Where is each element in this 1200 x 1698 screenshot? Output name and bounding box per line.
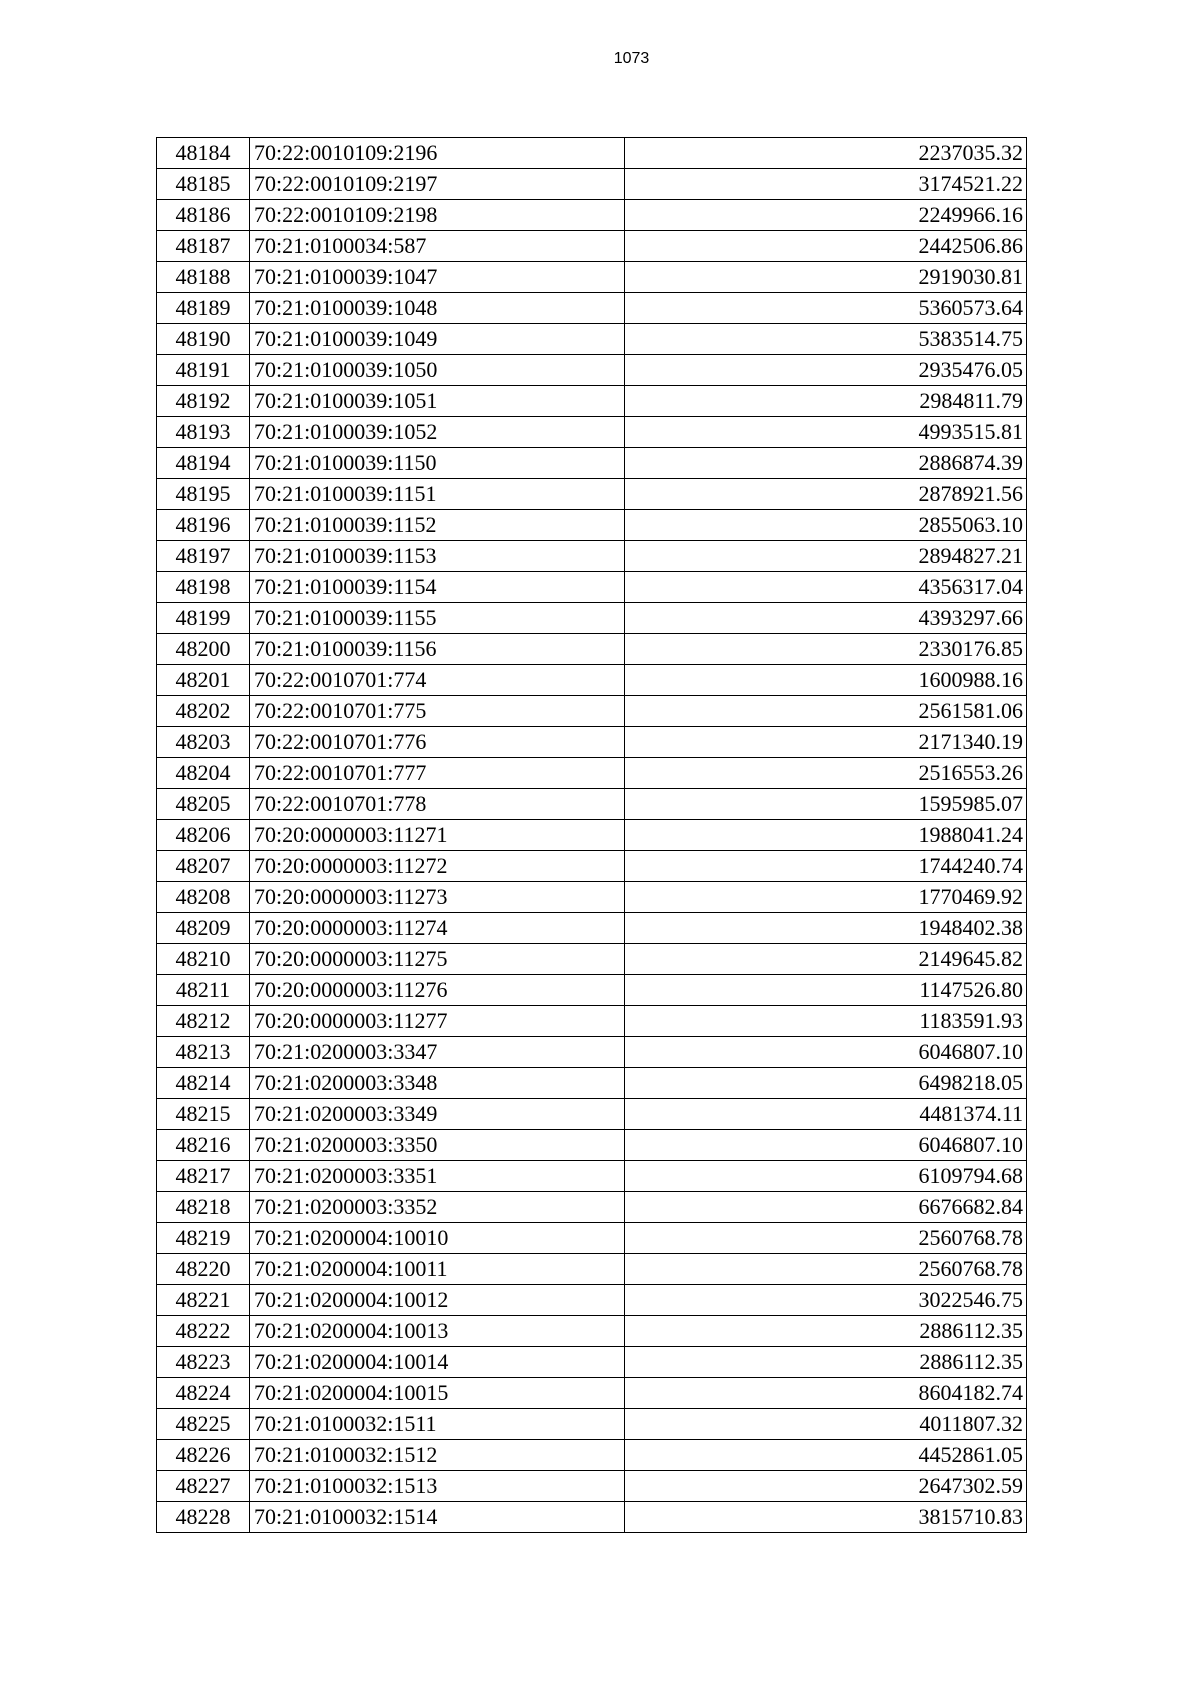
cadastral-number-cell: 70:21:0100039:1047 [250,262,625,293]
table-row [157,1037,1027,1068]
cadastral-number-cell: 70:21:0200003:3349 [250,1099,625,1130]
table-row [157,541,1027,572]
cadastral-number-cell: 70:21:0100039:1152 [250,510,625,541]
row-number-cell: 48205 [157,789,250,820]
cadastral-number-cell: 70:22:0010109:2196 [250,138,625,169]
cadastral-number-cell: 70:20:0000003:11272 [250,851,625,882]
row-number-cell: 48203 [157,727,250,758]
row-number-cell: 48190 [157,324,250,355]
cadastral-number-cell: 70:21:0200004:10014 [250,1347,625,1378]
cadastral-value-cell: 4393297.66 [625,603,1027,634]
cadastral-value-cell: 2878921.56 [625,479,1027,510]
table-row [157,727,1027,758]
cadastral-value-cell: 2516553.26 [625,758,1027,789]
row-number-cell: 48188 [157,262,250,293]
row-number-cell: 48224 [157,1378,250,1409]
table-row [157,975,1027,1006]
table-row [157,851,1027,882]
row-number-cell: 48212 [157,1006,250,1037]
cadastral-number-cell: 70:21:0200004:10011 [250,1254,625,1285]
table-row [157,1440,1027,1471]
cadastral-value-cell: 2560768.78 [625,1223,1027,1254]
cadastral-value-cell: 2171340.19 [625,727,1027,758]
cadastral-value-cell: 2886112.35 [625,1316,1027,1347]
row-number-cell: 48194 [157,448,250,479]
table-row [157,169,1027,200]
row-number-cell: 48209 [157,913,250,944]
row-number-cell: 48199 [157,603,250,634]
cadastral-value-cell: 1183591.93 [625,1006,1027,1037]
cadastral-number-cell: 70:21:0200003:3347 [250,1037,625,1068]
cadastral-number-cell: 70:21:0100039:1049 [250,324,625,355]
row-number-cell: 48187 [157,231,250,262]
cadastral-value-cell: 2442506.86 [625,231,1027,262]
row-number-cell: 48219 [157,1223,250,1254]
cadastral-value-cell: 3174521.22 [625,169,1027,200]
table-row [157,572,1027,603]
cadastral-number-cell: 70:20:0000003:11276 [250,975,625,1006]
cadastral-number-cell: 70:20:0000003:11274 [250,913,625,944]
cadastral-number-cell: 70:21:0100039:1154 [250,572,625,603]
cadastral-value-cell: 2249966.16 [625,200,1027,231]
row-number-cell: 48227 [157,1471,250,1502]
table-row [157,448,1027,479]
cadastral-number-cell: 70:22:0010701:776 [250,727,625,758]
table-row [157,293,1027,324]
cadastral-value-cell: 2330176.85 [625,634,1027,665]
cadastral-number-cell: 70:21:0100032:1512 [250,1440,625,1471]
row-number-cell: 48185 [157,169,250,200]
table-row [157,324,1027,355]
cadastral-value-cell: 5383514.75 [625,324,1027,355]
cadastral-value-cell: 1770469.92 [625,882,1027,913]
cadastral-value-cell: 4356317.04 [625,572,1027,603]
cadastral-value-cell: 2149645.82 [625,944,1027,975]
table-row [157,200,1027,231]
table-row [157,882,1027,913]
page-number: 1073 [613,50,650,67]
cadastral-value-cell: 6109794.68 [625,1161,1027,1192]
cadastral-value-cell: 1948402.38 [625,913,1027,944]
table-row [157,1099,1027,1130]
table-row [157,665,1027,696]
cadastral-value-cell: 2886874.39 [625,448,1027,479]
cadastral-number-cell: 70:22:0010701:778 [250,789,625,820]
table-row [157,1130,1027,1161]
row-number-cell: 48195 [157,479,250,510]
cadastral-value-cell: 6498218.05 [625,1068,1027,1099]
table-row [157,1161,1027,1192]
cadastral-value-cell: 2935476.05 [625,355,1027,386]
table-row [157,1006,1027,1037]
cadastral-value-cell: 6676682.84 [625,1192,1027,1223]
row-number-cell: 48201 [157,665,250,696]
table-row [157,1316,1027,1347]
cadastral-value-cell: 3022546.75 [625,1285,1027,1316]
cadastral-value-cell: 2561581.06 [625,696,1027,727]
row-number-cell: 48197 [157,541,250,572]
cadastral-value-cell: 2560768.78 [625,1254,1027,1285]
cadastral-number-cell: 70:21:0100032:1513 [250,1471,625,1502]
row-number-cell: 48192 [157,386,250,417]
cadastral-number-cell: 70:21:0100039:1153 [250,541,625,572]
table-row [157,479,1027,510]
cadastral-value-cell: 6046807.10 [625,1037,1027,1068]
cadastral-value-cell: 5360573.64 [625,293,1027,324]
cadastral-number-cell: 70:21:0100039:1156 [250,634,625,665]
cadastral-number-cell: 70:21:0100032:1514 [250,1502,625,1533]
cadastral-number-cell: 70:21:0200004:10012 [250,1285,625,1316]
row-number-cell: 48208 [157,882,250,913]
cadastral-value-cell: 3815710.83 [625,1502,1027,1533]
table-row [157,1471,1027,1502]
table-row [157,417,1027,448]
row-number-cell: 48220 [157,1254,250,1285]
cadastral-number-cell: 70:21:0200003:3350 [250,1130,625,1161]
table-row [157,1347,1027,1378]
cadastral-value-cell: 1147526.80 [625,975,1027,1006]
cadastral-number-cell: 70:22:0010701:775 [250,696,625,727]
cadastral-value-cell: 2919030.81 [625,262,1027,293]
table-row [157,1068,1027,1099]
row-number-cell: 48204 [157,758,250,789]
table-row [157,231,1027,262]
row-number-cell: 48226 [157,1440,250,1471]
cadastral-number-cell: 70:20:0000003:11271 [250,820,625,851]
table-row [157,603,1027,634]
cadastral-value-cell: 4481374.11 [625,1099,1027,1130]
row-number-cell: 48200 [157,634,250,665]
table-row [157,1192,1027,1223]
row-number-cell: 48196 [157,510,250,541]
row-number-cell: 48184 [157,138,250,169]
cadastral-value-cell: 4011807.32 [625,1409,1027,1440]
cadastral-value-cell: 6046807.10 [625,1130,1027,1161]
cadastral-number-cell: 70:21:0100039:1151 [250,479,625,510]
row-number-cell: 48198 [157,572,250,603]
table-row [157,386,1027,417]
cadastral-number-cell: 70:21:0100039:1155 [250,603,625,634]
cadastral-number-cell: 70:21:0100039:1048 [250,293,625,324]
table-row [157,262,1027,293]
cadastral-number-cell: 70:22:0010109:2197 [250,169,625,200]
cadastral-number-cell: 70:20:0000003:11277 [250,1006,625,1037]
table-row [157,1223,1027,1254]
cadastral-number-cell: 70:21:0200003:3348 [250,1068,625,1099]
cadastral-value-cell: 8604182.74 [625,1378,1027,1409]
cadastral-number-cell: 70:21:0100034:587 [250,231,625,262]
table-row [157,944,1027,975]
cadastral-value-cell: 2894827.21 [625,541,1027,572]
cadastral-value-cell: 2984811.79 [625,386,1027,417]
table-row [157,758,1027,789]
cadastral-number-cell: 70:21:0100039:1051 [250,386,625,417]
table-row [157,696,1027,727]
cadastral-number-cell: 70:21:0100032:1511 [250,1409,625,1440]
cadastral-number-cell: 70:22:0010701:777 [250,758,625,789]
row-number-cell: 48216 [157,1130,250,1161]
cadastral-value-table [156,137,1027,1533]
cadastral-value-cell: 1600988.16 [625,665,1027,696]
row-number-cell: 48213 [157,1037,250,1068]
row-number-cell: 48206 [157,820,250,851]
table-row [157,789,1027,820]
row-number-cell: 48189 [157,293,250,324]
cadastral-number-cell: 70:21:0100039:1050 [250,355,625,386]
cadastral-number-cell: 70:21:0200004:10010 [250,1223,625,1254]
row-number-cell: 48191 [157,355,250,386]
row-number-cell: 48223 [157,1347,250,1378]
cadastral-value-cell: 4993515.81 [625,417,1027,448]
table-row [157,355,1027,386]
cadastral-number-cell: 70:22:0010109:2198 [250,200,625,231]
table-body [157,138,1027,1533]
row-number-cell: 48211 [157,975,250,1006]
row-number-cell: 48228 [157,1502,250,1533]
cadastral-number-cell: 70:22:0010701:774 [250,665,625,696]
row-number-cell: 48215 [157,1099,250,1130]
row-number-cell: 48210 [157,944,250,975]
row-number-cell: 48186 [157,200,250,231]
cadastral-value-cell: 2237035.32 [625,138,1027,169]
cadastral-number-cell: 70:20:0000003:11273 [250,882,625,913]
cadastral-value-table-container [156,137,1027,1533]
row-number-cell: 48221 [157,1285,250,1316]
table-row [157,1409,1027,1440]
row-number-cell: 48225 [157,1409,250,1440]
cadastral-number-cell: 70:21:0100039:1052 [250,417,625,448]
table-row [157,634,1027,665]
table-row [157,1254,1027,1285]
cadastral-value-cell: 1988041.24 [625,820,1027,851]
cadastral-value-cell: 2886112.35 [625,1347,1027,1378]
cadastral-number-cell: 70:21:0200004:10015 [250,1378,625,1409]
row-number-cell: 48202 [157,696,250,727]
cadastral-value-cell: 1595985.07 [625,789,1027,820]
row-number-cell: 48207 [157,851,250,882]
cadastral-value-cell: 2855063.10 [625,510,1027,541]
table-row [157,1285,1027,1316]
cadastral-number-cell: 70:20:0000003:11275 [250,944,625,975]
row-number-cell: 48222 [157,1316,250,1347]
cadastral-number-cell: 70:21:0200003:3352 [250,1192,625,1223]
cadastral-value-cell: 2647302.59 [625,1471,1027,1502]
cadastral-value-cell: 4452861.05 [625,1440,1027,1471]
table-row [157,1502,1027,1533]
table-row [157,138,1027,169]
cadastral-value-cell: 1744240.74 [625,851,1027,882]
row-number-cell: 48214 [157,1068,250,1099]
cadastral-number-cell: 70:21:0100039:1150 [250,448,625,479]
cadastral-number-cell: 70:21:0200004:10013 [250,1316,625,1347]
table-row [157,510,1027,541]
row-number-cell: 48218 [157,1192,250,1223]
row-number-cell: 48193 [157,417,250,448]
table-row [157,913,1027,944]
row-number-cell: 48217 [157,1161,250,1192]
cadastral-number-cell: 70:21:0200003:3351 [250,1161,625,1192]
table-row [157,1378,1027,1409]
table-row [157,820,1027,851]
